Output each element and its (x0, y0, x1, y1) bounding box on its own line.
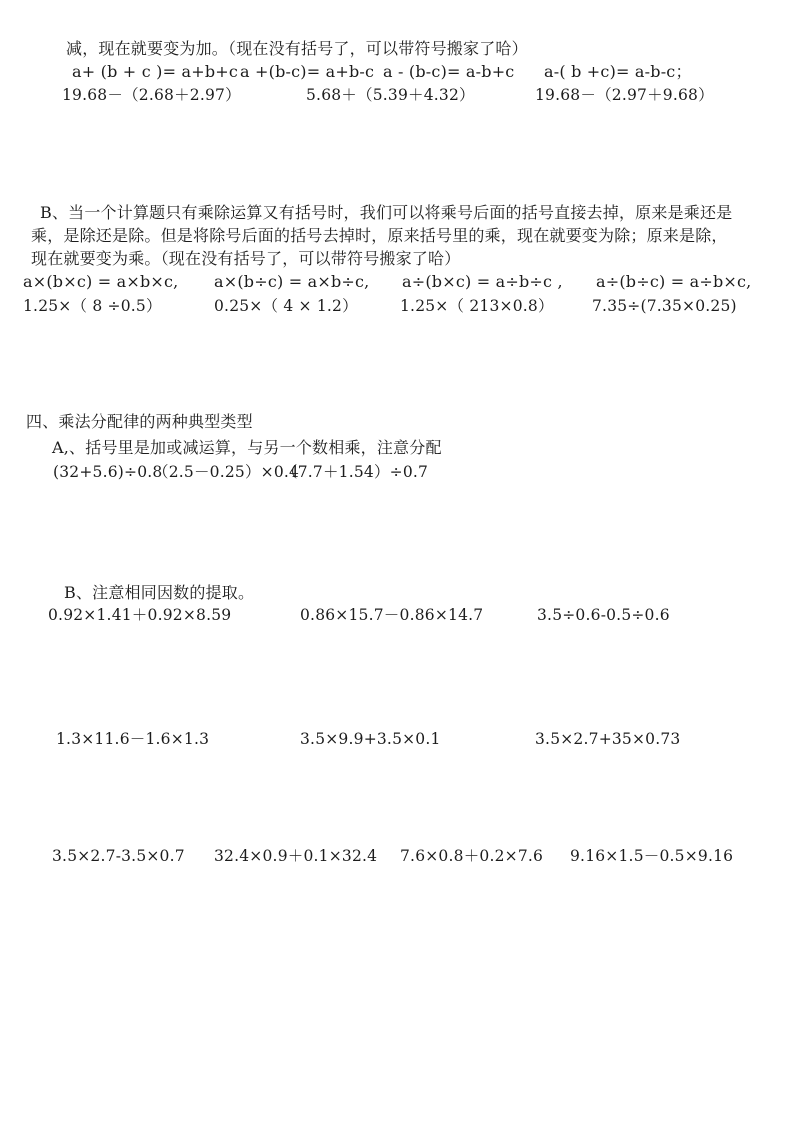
addsub-formula: a-( b +c)= a-b-c； (544, 62, 692, 81)
part-b-exercise: 3.5÷0.6-0.5÷0.6 (537, 606, 670, 624)
addsub-exercise: 19.68－（2.68＋2.97） (62, 86, 241, 104)
muldiv-exercise: 1.25×（ 213×0.8） (400, 297, 554, 315)
muldiv-paragraph-line: 乘，是除还是除。但是将除号后面的括号去掉时，原来括号里的乘，现在就要变为除；原来是除， (31, 226, 728, 245)
part-b-exercise: 3.5×2.7+35×0.73 (535, 730, 681, 748)
muldiv-formula: a×(b×c) = a×b×c, (23, 272, 179, 291)
muldiv-exercise: 7.35÷(7.35×0.25) (592, 297, 737, 315)
addsub-intro-line: 减，现在就要变为加。（现在没有括号了，可以带符号搬家了哈） (66, 39, 528, 58)
addsub-formula: a +(b-c)= a+b-c (240, 62, 375, 81)
part-b-exercise: 3.5×2.7-3.5×0.7 (52, 847, 185, 865)
part-a-heading: A,、括号里是加或减运算，与另一个数相乘，注意分配 (52, 438, 442, 457)
part-b-exercise: 0.92×1.41＋0.92×8.59 (48, 606, 232, 624)
addsub-formula: a+ (b + c )= a+b+c (72, 62, 239, 81)
part-b-exercise: 7.6×0.8＋0.2×7.6 (400, 847, 544, 865)
muldiv-formula: a÷(b÷c) = a÷b×c, (596, 272, 752, 291)
part-b-exercise: 1.3×11.6－1.6×1.3 (56, 730, 210, 748)
muldiv-formula: a÷(b×c) = a÷b÷c , (402, 272, 563, 291)
section-four-title: 四、乘法分配律的两种典型类型 (26, 412, 253, 431)
muldiv-exercise: 0.25×（ 4 × 1.2） (214, 297, 358, 315)
addsub-formula: a - (b-c)= a-b+c (383, 62, 515, 81)
part-a-exercise: （7.7＋1.54）÷0.7 (282, 463, 429, 481)
part-b-exercise: 0.86×15.7－0.86×14.7 (300, 606, 484, 624)
part-b-heading: B、注意相同因数的提取。 (64, 583, 255, 602)
part-a-exercise: （2.5－0.25）×0.4 (153, 463, 300, 481)
part-b-exercise: 32.4×0.9＋0.1×32.4 (214, 847, 378, 865)
part-a-exercise: (32+5.6)÷0.8 (53, 463, 163, 481)
part-b-exercise: 3.5×9.9+3.5×0.1 (300, 730, 441, 748)
muldiv-formula: a×(b÷c) = a×b÷c, (214, 272, 370, 291)
muldiv-paragraph-line: B、当一个计算题只有乘除运算又有括号时，我们可以将乘号后面的括号直接去掉，原来是乘还是 (40, 203, 733, 222)
addsub-exercise: 5.68＋（5.39＋4.32） (306, 86, 475, 104)
muldiv-paragraph-line: 现在就要变为乘。（现在没有括号了，可以带符号搬家了哈） (31, 249, 461, 268)
part-b-exercise: 9.16×1.5－0.5×9.16 (570, 847, 734, 865)
addsub-exercise: 19.68－（2.97＋9.68） (535, 86, 714, 104)
muldiv-exercise: 1.25×（ 8 ÷0.5） (23, 297, 162, 315)
